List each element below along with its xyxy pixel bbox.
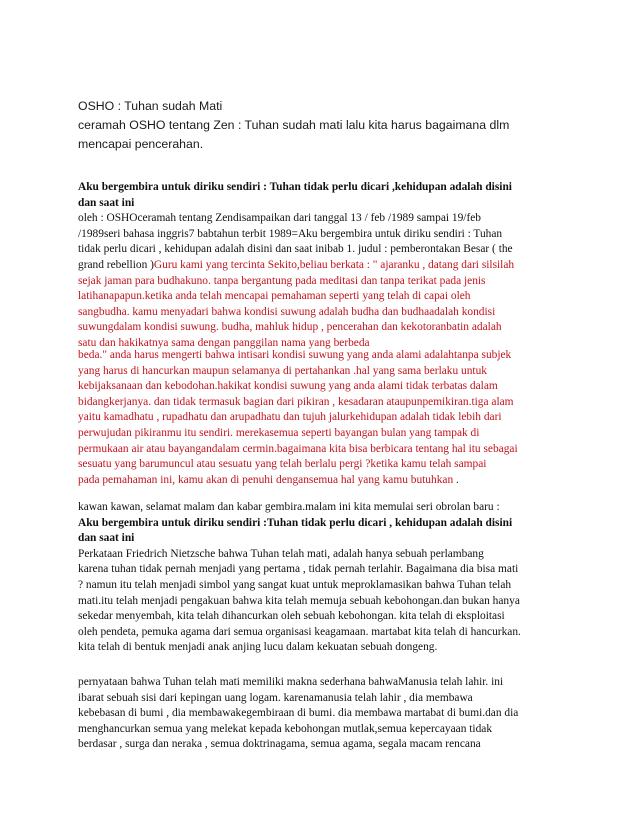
text-line: kita telah di bentuk menjadi anak anjing lucu dalam kekuatan sebuah dongeng. <box>78 641 438 654</box>
quote-line: sangbudha. kamu menyadari bahwa kondisi suwung adalah budha dan budhaadalah kondisi <box>78 305 496 318</box>
text-segment: . <box>453 473 459 486</box>
text-line: mati.itu telah menjadi pengakuan bahwa kita telah memuja sebuah kebohongan.dan bukan hanya <box>78 594 520 607</box>
section-heading-cont: dan saat ini <box>78 196 135 209</box>
quote-line: perwujudan pikiranmu itu sendiri. merekasemua seperti bayangan bulan yang tampak di <box>78 426 480 439</box>
quote-line: bidangkerjanya. dan tidak termasuk bagian dari pikiran , kesadaran ataupunpemikiran.tiga alam <box>78 395 514 408</box>
text-line: menghancurkan semua yang melekat kepada kebohongan mutlak,semua kepercayaan tidak <box>78 722 493 735</box>
text-line: sekedar menyembah, kita telah dihancurkan oleh sebuah kebohongan. kita telah di eksploitasi <box>78 610 505 623</box>
text-segment: grand rebellion ) <box>78 258 154 271</box>
document-title: OSHO : Tuhan sudah Mati <box>78 99 223 113</box>
quote-segment: Guru kami yang tercinta Sekito,beliau berkata : " ajaranku , datang dari silsilah <box>153 258 515 271</box>
text-line: ibarat sebuah sisi dari kepingan uang logam. karenamanusia telah lahir , dia membawa <box>78 691 473 704</box>
paragraph-1 <box>78 180 568 352</box>
document-subtitle: ceramah OSHO tentang Zen : Tuhan sudah mati lalu kita harus bagaimana dlm <box>78 118 510 132</box>
intro-line: kawan kawan, selamat malam dan kabar gembira.malam ini kita memulai seri obrolan baru : <box>78 501 500 513</box>
quote-line: yaitu kamadhatu , rupadhatu dan arupadhatu dan tujuh jalurkehidupan adalah tidak lebih dari <box>78 411 502 424</box>
text-line: Perkataan Friedrich Nietzsche bahwa Tuhan telah mati, adalah hanya sebuah perlambang <box>78 547 484 560</box>
text-line: /1989seri bahasa inggris7 babtahun terbit 1989=Aku bergembira untuk diriku sendiri : Tuhan <box>78 227 503 240</box>
quote-line: satu dan hakikatnya sama dengan panggilan nama yang berbeda <box>78 336 370 349</box>
text-line: oleh pendeta, pemuka agama dari semua organisasi keagamaan. martabat kita telah di hancurkan. <box>78 625 521 638</box>
document-header <box>78 97 568 154</box>
paragraph-3 <box>78 500 568 656</box>
section-heading: Aku bergembira untuk diriku sendiri :Tuhan tidak perlu dicari , kehidupan adalah disini <box>78 516 513 529</box>
quote-line: kebijaksanaan dan kebodohan.hakikat kondisi suwung yang anda alami tidak terbatas dalam <box>78 380 498 393</box>
text-line: oleh : OSHOceramah tentang Zendisampaikan dari tanggal 13 / feb /1989 sampai 19/feb <box>78 212 481 225</box>
quote-line: sejak jaman para budhakuno. tanpa bergantung pada meditasi dan tanpa terikat pada jenis <box>78 274 486 287</box>
text-line: pernyataan bahwa Tuhan telah mati memiliki makna sederhana bahwaManusia telah lahir. ini <box>78 676 504 688</box>
paragraph-4 <box>78 675 568 753</box>
text-line-mixed <box>78 473 568 489</box>
document-subtitle-cont: mencapai pencerahan. <box>78 137 204 151</box>
text-line: kebebasan di bumi , dia membawakegembiraan di bumi. dia membawa martabat di bumi.dan dia <box>78 707 519 720</box>
paragraph-2 <box>78 348 568 488</box>
section-heading-cont: dan saat ini <box>78 532 135 545</box>
quote-line: permukaan air atau bayangandalam cermin.bagaimana kita bisa berbicara tentang hal itu sebagai <box>78 442 518 455</box>
text-line: ? namun itu telah menjadi simbol yang sangat kuat untuk meproklamasikan bahwa Tuhan telah <box>78 578 512 591</box>
text-line: karena tuhan tidak pernah menjadi yang pertama , tidak pernah terlahir. Bagaimana dia bisa mati <box>78 563 519 576</box>
text-line: tidak perlu dicari , kehidupan adalah disini dan saat inibab 1. judul : pemberontakan Besar ( the <box>78 243 513 256</box>
quote-line: sesuatu yang barumuncul atau sesuatu yang telah berlalu pergi ?ketika kamu telah sampai <box>78 458 487 471</box>
text-line: berdasar , surga dan neraka , semua doktrinagama, semua agama, segala macam rencana <box>78 738 481 751</box>
quote-line: yang harus di hancurkan maupun selamanya di pertahankan .hal yang sama berlaku untuk <box>78 364 487 377</box>
section-heading: Aku bergembira untuk diriku sendiri : Tuhan tidak perlu dicari ,kehidupan adalah disini <box>78 181 512 193</box>
text-line-mixed <box>78 258 568 274</box>
quote-line: suwungdalam kondisi suwung. budha, mahluk hidup , pencerahan dan kekotoranbatin adalah <box>78 321 502 334</box>
quote-segment: pada pemahaman ini, kamu akan di penuhi dengansemua hal yang kamu butuhkan <box>78 473 454 486</box>
quote-line: latihanapapun.ketika anda telah mencapai pemahaman seperti yang telah di capai oleh <box>78 290 471 303</box>
quote-line: beda." anda harus mengerti bahwa intisari kondisi suwung yang anda alami adalahtanpa subjek <box>78 349 512 361</box>
